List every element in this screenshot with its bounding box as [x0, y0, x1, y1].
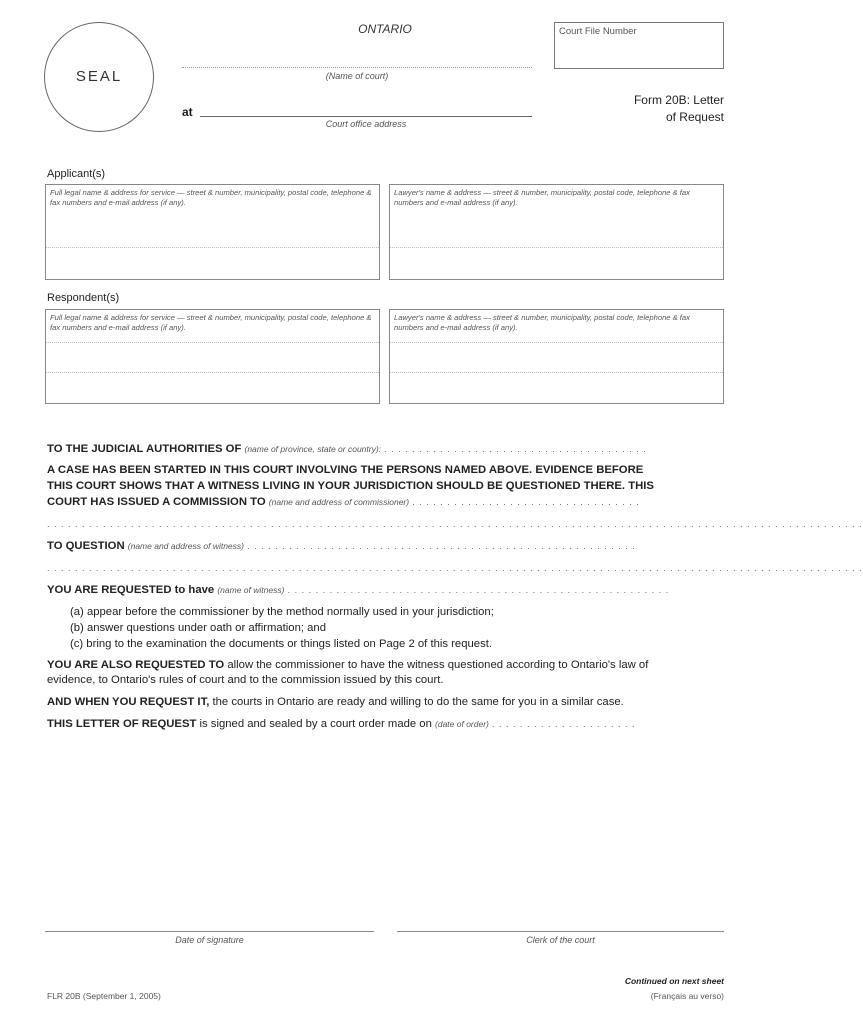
- applicants-heading: Applicant(s): [47, 168, 106, 180]
- also-requested-label: YOU ARE ALSO REQUESTED TO: [47, 659, 225, 671]
- respondent-lawyer-label: Lawyer's name & address — street & number, municipality, postal code, telephone & fax numbers and e-mail address (if any).: [394, 313, 690, 332]
- respondent-lawyer-field[interactable]: [389, 309, 724, 404]
- field-divider: [390, 372, 723, 373]
- field-divider: [46, 342, 379, 343]
- list-item-b: (b) answer questions under oath or affirmation; and: [70, 622, 327, 634]
- form-identifier: FLR 20B (September 1, 2005): [47, 991, 161, 1001]
- french-version-note: (Français au verso): [650, 991, 724, 1001]
- requested-line[interactable]: [47, 583, 727, 597]
- clerk-signature-field[interactable]: [397, 931, 724, 932]
- fill-dots: . . . . . . . . . . . . . . . . . . . . .: [492, 719, 636, 729]
- letter-of-request-text: is signed and sealed by a court order made on: [196, 718, 436, 730]
- fill-dots: . . . . . . . . . . . . . . . . . . . . . . . . . . . . . . . . . . . . . . . . . . . . . . . . . . . . . . .: [287, 585, 670, 595]
- field-divider: [46, 247, 379, 248]
- province-title: ONTARIO: [358, 22, 412, 36]
- commissioner-continuation-line[interactable]: . . . . . . . . . . . . . . . . . . . . . . . . . . . . . . . . . . . . . . . . . . . . . . . . . . . . . . . . . . . . . . . . . . . . . . . . . . . . . . . . . . . . . . . . . . . . . . . . . . . . . . . . . . . . . . . . . . . . .: [47, 519, 863, 529]
- witness-hint: (name and address of witness): [127, 541, 244, 551]
- case-statement-line2: THIS COURT SHOWS THAT A WITNESS LIVING IN YOUR JURISDICTION SHOULD BE QUESTIONED THERE. THIS: [47, 480, 654, 492]
- also-requested-line: [47, 658, 727, 672]
- reciprocity-label: AND WHEN YOU REQUEST IT,: [47, 696, 210, 708]
- field-divider: [390, 247, 723, 248]
- applicant-address-label: Full legal name & address for service — street & number, municipality, postal code, telephone & fax numbers and e-mail address (if any).: [50, 188, 372, 207]
- letter-of-request-label: THIS LETTER OF REQUEST: [47, 718, 197, 730]
- court-office-address-caption: Court office address: [325, 119, 407, 129]
- court-file-number-field[interactable]: [554, 22, 724, 69]
- form-title-line2: of Request: [665, 110, 724, 124]
- date-of-order-hint: (date of order): [435, 719, 489, 729]
- commission-label: COURT HAS ISSUED A COMMISSION TO: [47, 496, 266, 508]
- respondents-heading: Respondent(s): [47, 292, 120, 304]
- case-statement-line1: A CASE HAS BEEN STARTED IN THIS COURT INVOLVING THE PERSONS NAMED ABOVE. EVIDENCE BEFORE: [47, 464, 644, 476]
- judicial-authorities-hint: (name of province, state or country):: [244, 444, 382, 454]
- commissioner-hint: (name and address of commissioner): [268, 497, 410, 507]
- date-of-signature-caption: Date of signature: [175, 935, 244, 945]
- witness-line[interactable]: [47, 539, 727, 553]
- list-item-a: (a) appear before the commissioner by the method normally used in your jurisdiction;: [70, 606, 494, 618]
- court-file-number-label: Court File Number: [559, 26, 637, 37]
- name-of-court-field[interactable]: [182, 67, 532, 68]
- clerk-of-court-caption: Clerk of the court: [526, 935, 595, 945]
- witness-continuation-line[interactable]: . . . . . . . . . . . . . . . . . . . . . . . . . . . . . . . . . . . . . . . . . . . . . . . . . . . . . . . . . . . . . . . . . . . . . . . . . . . . . . . . . . . . . . . . . . . . . . . . . . . . . . . . . . . . . . . . . . . . .: [47, 563, 863, 573]
- witness-name-hint: (name of witness): [217, 585, 285, 595]
- list-item-c: (c) bring to the examination the documents or things listed on Page 2 of this request.: [70, 638, 492, 650]
- name-of-court-caption: (Name of court): [325, 71, 389, 81]
- judicial-authorities-line[interactable]: [47, 442, 727, 456]
- seal-label: SEAL: [75, 68, 123, 85]
- fill-dots: . . . . . . . . . . . . . . . . . . . . . . . . . . . . . . . . .: [412, 497, 640, 507]
- also-requested-line2: evidence, to Ontario's rules of court and to the commission issued by this court.: [47, 674, 444, 686]
- also-requested-text: allow the commissioner to have the witness questioned according to Ontario's law of: [224, 659, 649, 671]
- respondent-address-label: Full legal name & address for service — street & number, municipality, postal code, telephone & fax numbers and e-mail address (if any).: [50, 313, 372, 332]
- continued-note: Continued on next sheet: [624, 976, 724, 986]
- form-title: [600, 92, 724, 126]
- applicant-lawyer-field[interactable]: [389, 184, 724, 280]
- at-label: at: [182, 105, 193, 119]
- field-divider: [46, 372, 379, 373]
- form-title-line1: Form 20B: Letter: [633, 93, 724, 107]
- requested-label: YOU ARE REQUESTED to have: [47, 584, 215, 596]
- applicant-lawyer-label: Lawyer's name & address — street & number, municipality, postal code, telephone & fax numbers and e-mail address (if any).: [394, 188, 690, 207]
- commissioner-line[interactable]: [47, 495, 727, 509]
- field-divider: [390, 342, 723, 343]
- fill-dots: . . . . . . . . . . . . . . . . . . . . . . . . . . . . . . . . . . . . . . . . . . . . . . . . . . . . . . . .: [247, 541, 636, 551]
- judicial-authorities-label: TO THE JUDICIAL AUTHORITIES OF: [47, 443, 242, 455]
- to-question-label: TO QUESTION: [47, 540, 125, 552]
- applicant-address-field[interactable]: [45, 184, 380, 280]
- fill-dots: . . . . . . . . . . . . . . . . . . . . . . . . . . . . . . . . . . . . . .: [384, 444, 647, 454]
- date-of-signature-field[interactable]: [45, 931, 374, 932]
- respondent-address-field[interactable]: [45, 309, 380, 404]
- reciprocity-line: [47, 695, 727, 709]
- court-office-address-field[interactable]: [200, 116, 532, 117]
- date-of-order-line[interactable]: [47, 717, 727, 731]
- reciprocity-text: the courts in Ontario are ready and willing to do the same for you in a similar case.: [209, 696, 624, 708]
